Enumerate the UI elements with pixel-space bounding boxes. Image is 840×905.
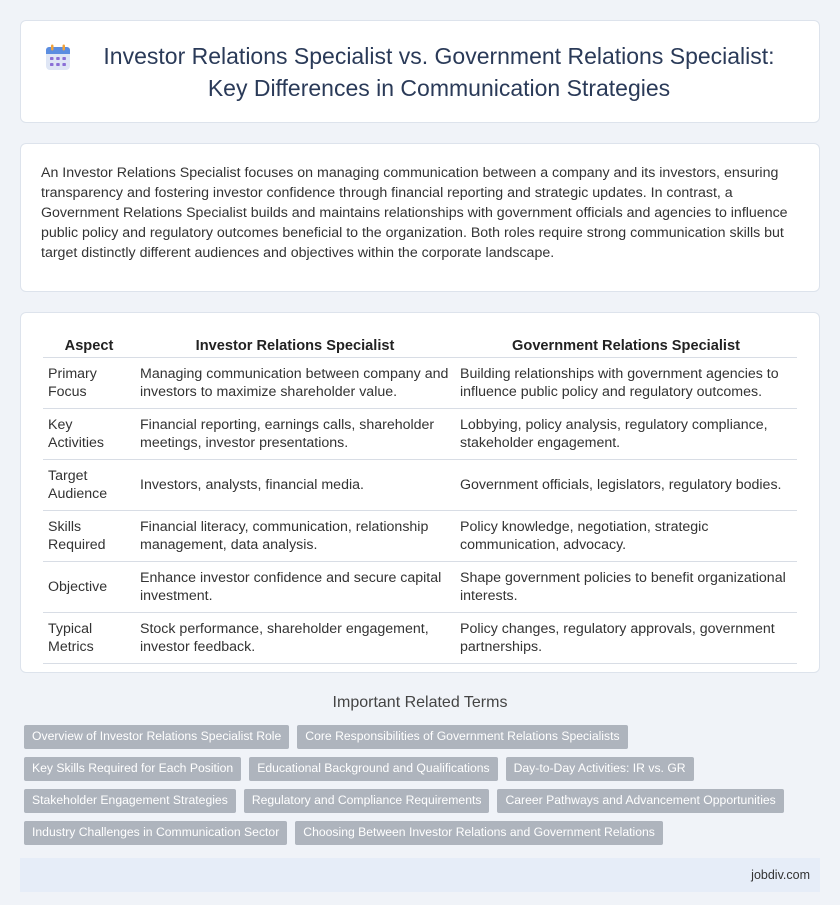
calendar-icon [45,44,71,72]
column-header-investor-relations: Investor Relations Specialist [135,334,455,358]
table-row [43,511,797,562]
column-header-government-relations: Government Relations Specialist [455,334,797,358]
government-cell: Policy knowledge, negotiation, strategic communication, advocacy. [455,511,797,562]
related-term-link[interactable]: Regulatory and Compliance Requirements [244,789,490,813]
investor-cell: Enhance investor confidence and secure capital investment. [135,562,455,613]
government-cell: Policy changes, regulatory approvals, government partnerships. [455,613,797,664]
table-header-row [43,334,797,358]
related-term-link[interactable]: Day-to-Day Activities: IR vs. GR [506,757,694,781]
footer-site-link[interactable]: jobdiv.com [751,868,810,882]
government-cell: Lobbying, policy analysis, regulatory compliance, stakeholder engagement. [455,409,797,460]
related-terms-list [24,725,820,845]
column-header-aspect: Aspect [43,334,135,358]
investor-cell: Managing communication between company and investors to maximize shareholder value. [135,358,455,409]
table-row [43,409,797,460]
related-terms-title: Important Related Terms [332,694,508,711]
table-row [43,613,797,664]
aspect-cell: Primary Focus [43,358,135,409]
related-term-link[interactable]: Career Pathways and Advancement Opportunities [497,789,783,813]
aspect-cell: Objective [43,562,135,613]
related-term-link[interactable]: Choosing Between Investor Relations and Government Relations [295,821,663,845]
related-term-link[interactable]: Key Skills Required for Each Position [24,757,241,781]
related-term-link[interactable]: Core Responsibilities of Government Relations Specialists [297,725,627,749]
aspect-cell: Skills Required [43,511,135,562]
table-row [43,460,797,511]
page-title: Investor Relations Specialist vs. Government Relations Specialist: Key Differences in Communication Strategies [103,42,775,101]
header-card [20,20,820,123]
aspect-cell: Typical Metrics [43,613,135,664]
related-term-link[interactable]: Educational Background and Qualifications [249,757,497,781]
related-term-link[interactable]: Overview of Investor Relations Specialist Role [24,725,289,749]
related-term-link[interactable]: Stakeholder Engagement Strategies [24,789,236,813]
header-inner [45,40,795,104]
government-cell: Government officials, legislators, regulatory bodies. [455,460,797,511]
investor-cell: Investors, analysts, financial media. [135,460,455,511]
investor-cell: Stock performance, shareholder engagement, investor feedback. [135,613,455,664]
government-cell: Shape government policies to benefit organizational interests. [455,562,797,613]
investor-cell: Financial reporting, earnings calls, shareholder meetings, investor presentations. [135,409,455,460]
table-row [43,562,797,613]
government-cell: Building relationships with government agencies to influence public policy and regulatory outcomes. [455,358,797,409]
aspect-cell: Target Audience [43,460,135,511]
table-row [43,358,797,409]
intro-paragraph: An Investor Relations Specialist focuses on managing communication between a company and its investors, ensuring transparency and fostering investor confidence through financial reporting and strategic updates. In contrast, a Government Relations Specialist builds and maintains relationships with government officials and agencies to influence public policy and regulatory outcomes beneficial to the organization. Both roles require strong communication skills but target distinctly different audiences and objectives within the corporate landscape. [41,165,788,261]
intro-card [20,143,820,292]
investor-cell: Financial literacy, communication, relationship management, data analysis. [135,511,455,562]
aspect-cell: Key Activities [43,409,135,460]
comparison-table [43,334,797,664]
related-term-link[interactable]: Industry Challenges in Communication Sector [24,821,287,845]
footer [20,858,820,892]
comparison-table-card [20,312,820,673]
